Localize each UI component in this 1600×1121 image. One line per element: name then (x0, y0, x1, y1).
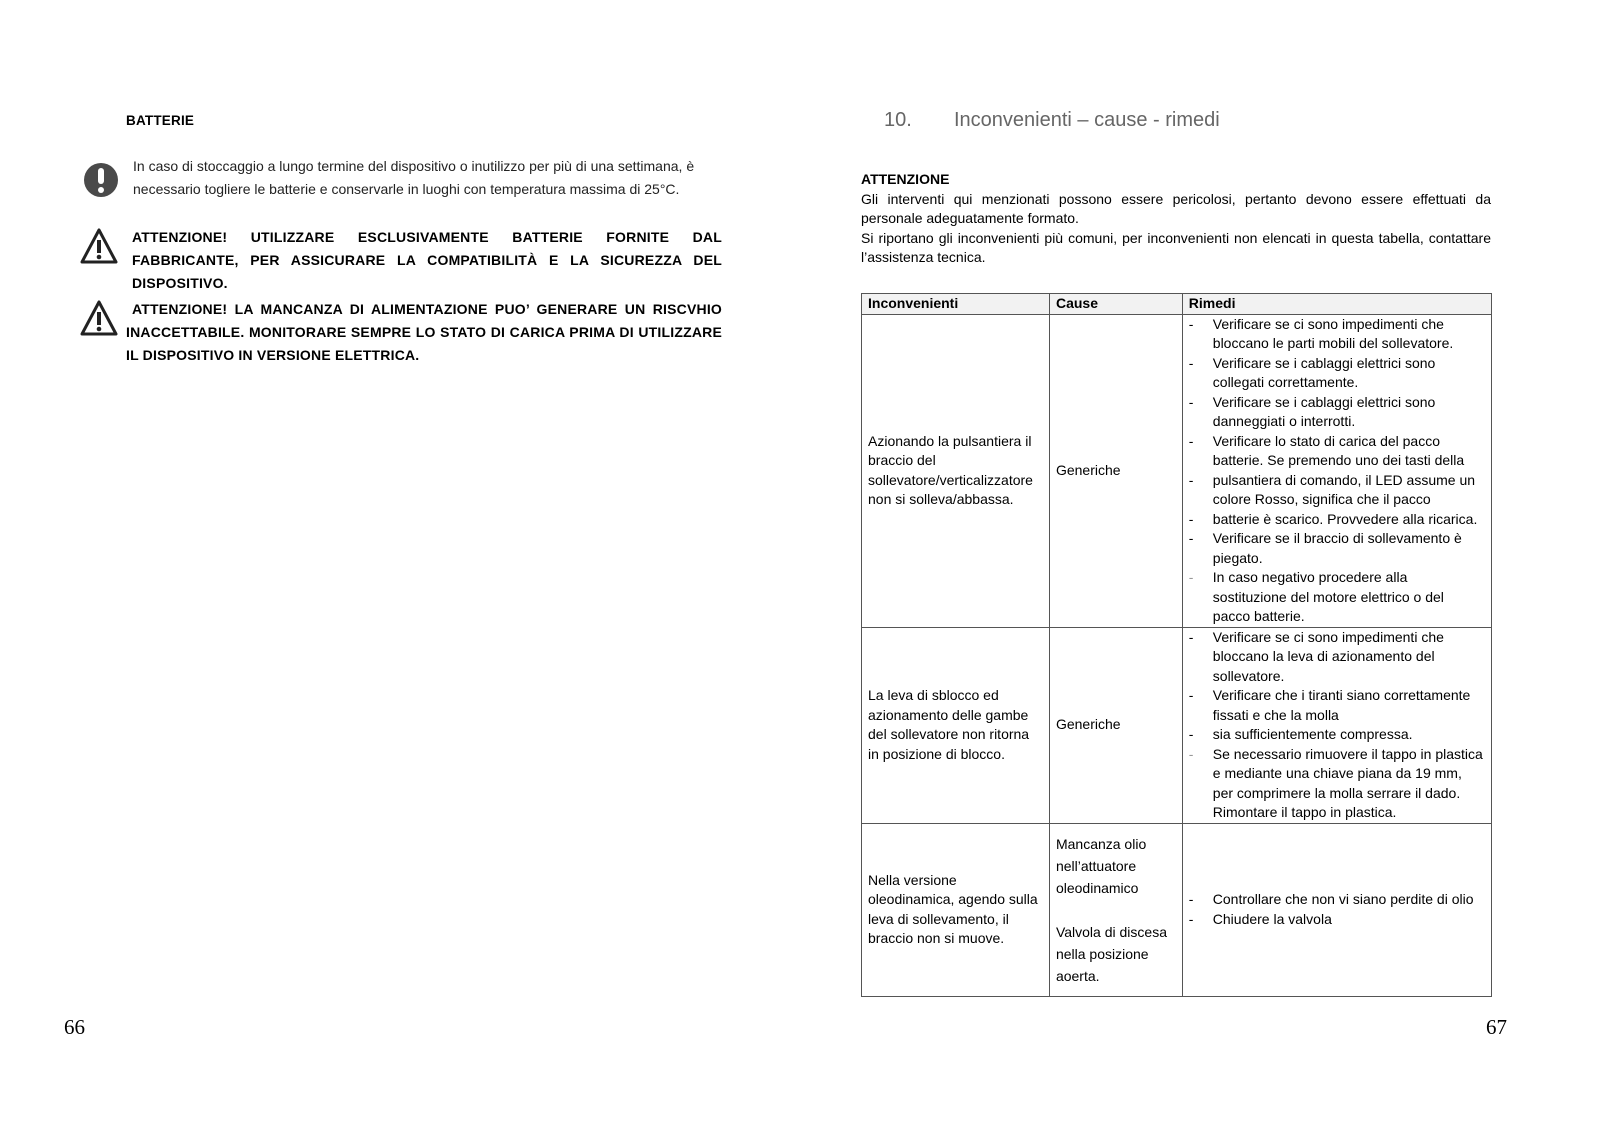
attention-title: ATTENZIONE (861, 171, 950, 187)
remedies-list (1189, 628, 1485, 823)
cause-cell: Generiche (1049, 627, 1182, 823)
warning-notice-batteries-text: ATTENZIONE! UTILIZZARE ESCLUSIVAMENTE BATTERIE FORNITE DAL FABBRICANTE, PER ASSICURARE LA COMPATIBILITÀ E LA SICUREZZA DEL DISPOSITIVO. (132, 229, 722, 291)
attention-block (861, 170, 1491, 268)
cause-text: Valvola di discesa nella posizione aoerta. (1055, 923, 1167, 984)
remedy-item: - Controllare che non vi siano perdite di olio (1188, 891, 1474, 907)
info-notice-line: necessario togliere le batterie e conservarle in luoghi con temperatura massima di 25°C. (133, 181, 680, 197)
column-header: Inconvenienti (862, 294, 1050, 315)
chapter-title: Inconvenienti – cause - rimedi (954, 109, 1220, 131)
remedy-item: - Se necessario rimuovere il tappo in plastica e mediante una chiave piana da 19 mm, per comprimere la molla serrare il dado. Rimontare il tappo in plastica. (1188, 745, 1483, 820)
section-heading-batterie: BATTERIE (126, 113, 195, 128)
problem-cell: Nella versione oleodinamica, agendo sulla leva di sollevamento, il braccio non si muove. (862, 823, 1050, 996)
remedies-cell (1182, 627, 1491, 823)
warning-triangle-icon (80, 300, 118, 336)
cause-cell: Generiche (1049, 314, 1182, 627)
remedy-item: - pulsantiera di comando, il LED assume un colore Rosso, significa che il pacco (1188, 471, 1476, 507)
remedy-item: - batterie è scarico. Provvedere alla ricarica. (1188, 510, 1478, 527)
remedy-item: - Chiudere la valvola (1188, 910, 1332, 927)
remedy-item: - Verificare se ci sono impedimenti che bloccano la leva di azionamento del sollevatore. (1188, 628, 1444, 684)
table-row (862, 823, 1492, 996)
troubleshooting-table (861, 293, 1492, 997)
cause-text: Mancanza olio nell’attuatore oleodinamico (1055, 835, 1147, 896)
remedy-item: - sia sufficientemente compressa. (1188, 726, 1413, 742)
warning-notice-power-text: ATTENZIONE! LA MANCANZA DI ALIMENTAZIONE PUO’ GENERARE UN RISCVHIO INACCETTABILE. MONITORARE SEMPRE LO STATO DI CARICA PRIMA DI UTILIZZARE IL DISPOSITIVO IN VERSIONE ELETTRICA. (126, 301, 722, 363)
table-row (862, 314, 1492, 627)
cause-cell (1049, 823, 1182, 996)
remedy-item: - Verificare lo stato di carica del pacco batterie. Se premendo uno dei tasti della (1188, 432, 1465, 468)
page-number: 67 (1486, 1015, 1507, 1039)
remedies-list (1189, 890, 1485, 929)
remedy-item: - Verificare che i tiranti siano correttamente fissati e che la molla (1188, 687, 1471, 723)
exclamation-circle-icon (83, 162, 119, 198)
remedy-item: - Verificare se i cablaggi elettrici sono danneggiati o interrotti. (1188, 393, 1436, 429)
column-header: Cause (1049, 294, 1182, 315)
table-row (862, 627, 1492, 823)
table-header-row (862, 294, 1492, 315)
chapter-number: 10. (884, 109, 912, 131)
remedy-item: - Verificare se i cablaggi elettrici sono collegati correttamente. (1188, 354, 1436, 390)
info-notice-line: In caso di stoccaggio a lungo termine del dispositivo o inutilizzo per più di una settimana, è (133, 158, 695, 174)
problem-cell: La leva di sblocco ed azionamento delle gambe del sollevatore non ritorna in posizione di blocco. (862, 627, 1050, 823)
problem-cell: Azionando la pulsantiera il braccio del sollevatore/verticalizzatore non si solleva/abbassa. (862, 314, 1050, 627)
attention-paragraph: Gli interventi qui menzionati possono essere pericolosi, pertanto devono essere effettuati da personale adeguatamente formato. (861, 190, 1491, 226)
attention-paragraph: Si riportano gli inconvenienti più comuni, per inconvenienti non elencati in questa tabella, contattare l’assistenza tecnica. (861, 229, 1491, 265)
right-page (800, 0, 1600, 1121)
info-notice-text (133, 155, 715, 201)
page-number: 66 (64, 1015, 85, 1039)
remedies-cell (1182, 314, 1491, 627)
remedies-list (1189, 315, 1485, 627)
chapter-heading (884, 109, 1220, 132)
warning-triangle-icon (80, 228, 118, 264)
remedies-cell (1182, 823, 1491, 996)
remedy-item: - Verificare se ci sono impedimenti che bloccano le parti mobili del sollevatore. (1188, 315, 1454, 351)
column-header: Rimedi (1182, 294, 1491, 315)
remedy-item: - In caso negativo procedere alla sostituzione del motore elettrico o del pacco batterie. (1188, 569, 1444, 624)
remedy-item: - Verificare se il braccio di sollevamento è piegato. (1188, 530, 1462, 566)
